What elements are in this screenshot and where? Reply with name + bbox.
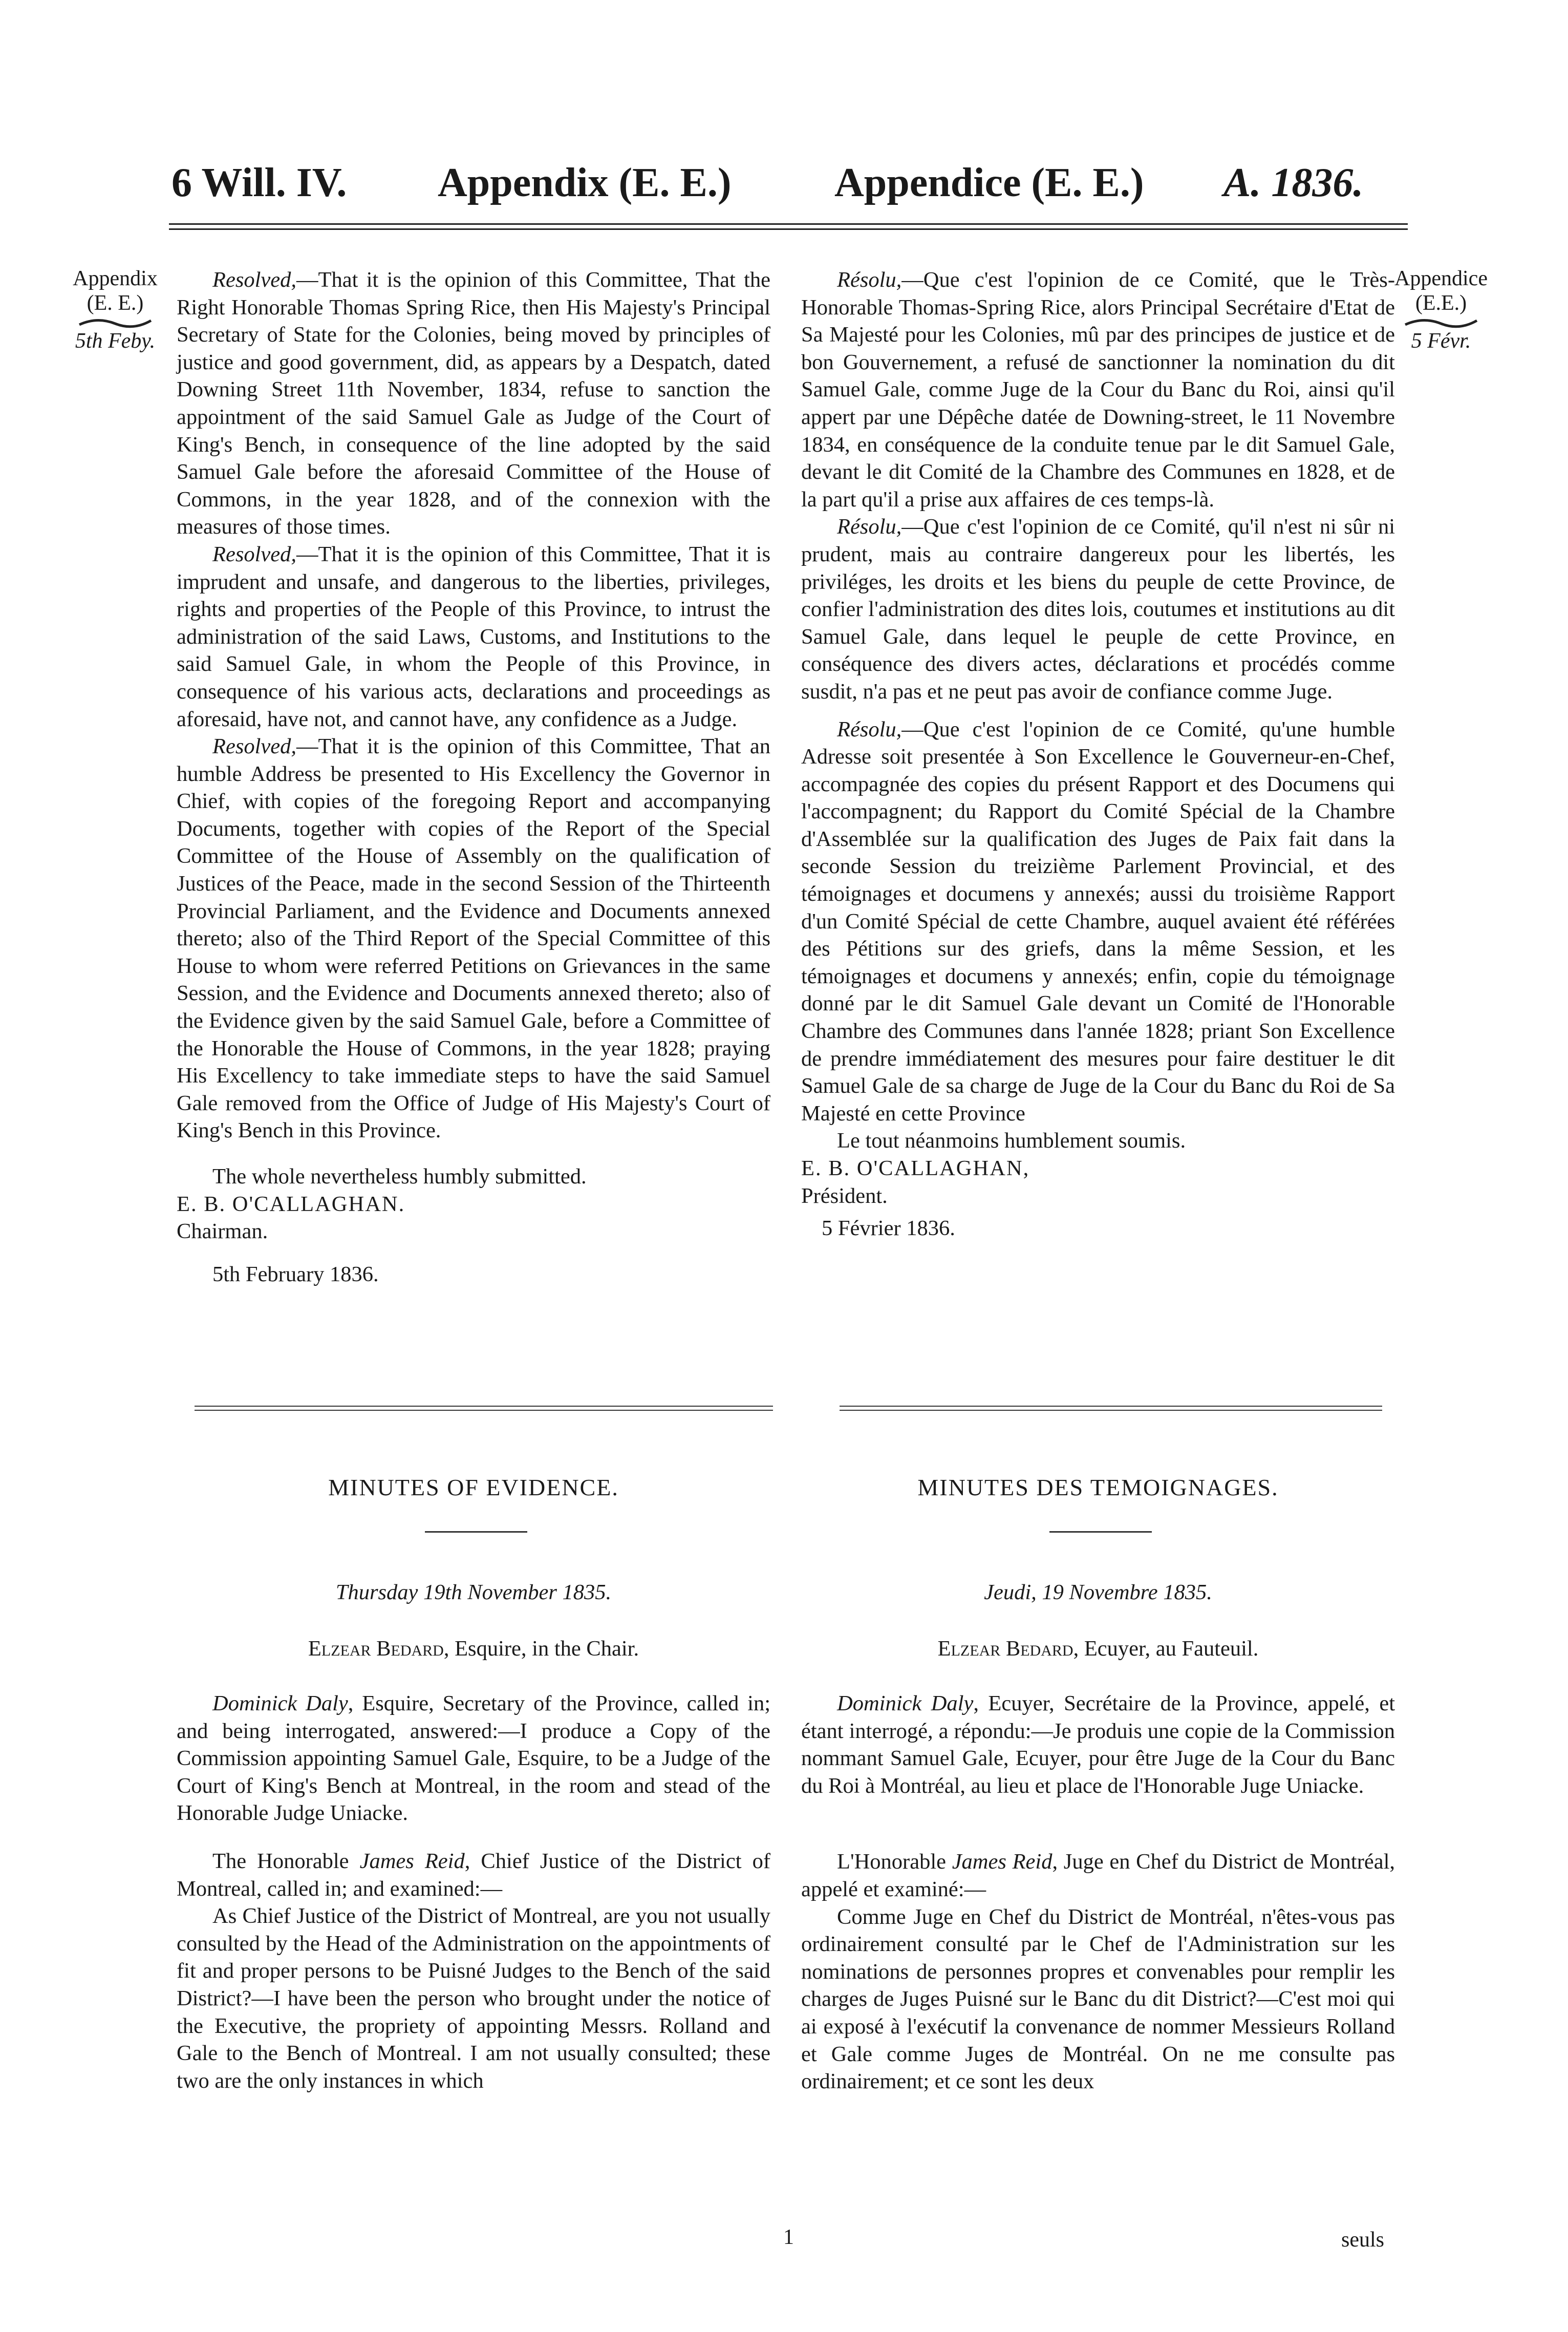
- english-evidence: [177, 1690, 770, 2094]
- submission-fr: Le tout néanmoins humblement soumis.: [837, 1129, 1186, 1153]
- header-appendix-en: Appendix (E. E.): [438, 160, 732, 205]
- section-divider-fr: [840, 1406, 1382, 1411]
- minutes-title-en: MINUTES OF EVIDENCE.: [328, 1474, 619, 1500]
- signer-name-fr: E. B. O'CALLAGHAN,: [801, 1156, 1030, 1180]
- margin-appendix-label: Appendix: [73, 267, 158, 290]
- margin-date: 5th Feby.: [75, 329, 156, 353]
- chair-line-fr: Elzear Bedard, Ecuyer, au Fauteuil.: [937, 1637, 1259, 1661]
- title-rule-en: [425, 1531, 527, 1533]
- reid-question-fr: Comme Juge en Chef du District de Montréal, n'êtes-vous pas ordinairement consulté par le Chef de l'Administration sur les nominations de personnes propres et convenables pour remplir les charges de Juges Puisné sur le Banc du dit District?—C'est moi qui ai exposé à l'exécutif la convenance de nommer Messieurs Rolland et Gale comme Juges de Montréal. On ne me consulte pas ordinairement; et ce sont les deux: [801, 1904, 1395, 2094]
- margin-appendix-code: (E. E.): [87, 291, 144, 315]
- resolution-3-en: Resolved,—That it is the opinion of this Committee, That an humble Address be presented to His Excellency the Governor in Chief, with copies of the foregoing Report and accompanying Documents, together with copies of the Report of the Special Committee of the House of Assembly on the qualification of Justices of the Peace, made in the second Session of the Thirteenth Provincial Parliament, and the Evidence and Documents annexed thereto; also of the Third Report of the Special Committee of this House to whom were referred Petitions on Grievances in the same Session, and the Evidence and Documents annexed thereto; also of the Evidence given by the said Samuel Gale, before a Committee of the Honorable the House of Commons, in the year 1828; praying His Excellency to take immediate steps to have the said Samuel Gale removed from the Office of Judge of His Majesty's Court of King's Bench in this Province.: [177, 734, 770, 1143]
- daly-testimony-fr: Dominick Daly, Ecuyer, Secrétaire de la Province, appelé, et étant interrogé, a répondu:—Je produis une copie de la Commission nommant Samuel Gale, Ecuyer, pour être Juge de la Cour du Banc du Roi à Montréal, au lieu et place de l'Honorable Juge Uniacke.: [801, 1691, 1395, 1798]
- sitting-date-fr: Jeudi, 19 Novembre 1835.: [984, 1580, 1212, 1604]
- minutes-title-fr: MINUTES DES TEMOIGNAGES.: [917, 1474, 1279, 1500]
- sitting-date-en: Thursday 19th November 1835.: [335, 1580, 612, 1604]
- header-rule: [169, 223, 1408, 230]
- section-divider-en: [195, 1406, 773, 1411]
- margin-date: 5 Févr.: [1411, 329, 1471, 353]
- reid-intro-en: The Honorable James Reid, Chief Justice of the District of Montreal, called in; and examined:—: [177, 1849, 770, 1901]
- header-year: A. 1836.: [1223, 160, 1364, 205]
- resolution-3-fr: Résolu,—Que c'est l'opinion de ce Comité, qu'une humble Adresse soit presentée à Son Excellence le Gouverneur-en-Chef, accompagnée des copies du présent Rapport et des Documens qui l'accompagnent; du Rapport du Comité Spécial de la Chambre d'Assemblée sur la qualification des Juges de Paix fait dans la seconde Session du treizième Parlement Provincial, et des témoignages et documens y annexés; aussi du troisième Rapport d'un Comité Spécial de cette Chambre, auquel avaient été référées des Pétitions sur des griefs, dans la même Session, et les témoignages et documens y annexés; enfin, copie du témoignage donné par le dit Samuel Gale devant un Comité de l'Honorable Chambre des Communes dans l'année 1828; priant Son Excellence de prendre immédiatement des mesures pour faire destituer le dit Samuel Gale de sa charge de Juge de la Cour du Banc du Roi de Sa Majesté en cette Province: [801, 717, 1395, 1126]
- margin-note-left: [51, 266, 179, 353]
- resolution-2-fr: Résolu,—Que c'est l'opinion de ce Comité, qu'il n'est ni sûr ni prudent, mais au contraire dangereux pour les libertés, les priviléges, les droits et les biens du peuple de cette Province, de confier l'administration des dites lois, coutumes et institutions au dit Samuel Gale, dans lequel le peuple de cette Province, en conséquence des divers actes, déclarations et procédés comme susdit, n'a pas et ne peut pas avoir de confiance comme Juge.: [801, 515, 1395, 704]
- catchword: seuls: [1341, 2228, 1384, 2252]
- submission-en: The whole nevertheless humbly submitted.: [212, 1164, 587, 1189]
- report-date-fr: 5 Février 1836.: [822, 1216, 955, 1241]
- resolution-1-en: Resolved,—That it is the opinion of this Committee, That the Right Honorable Thomas Spring Rice, then His Majesty's Principal Secretary of State for the Colonies, being moved by principles of justice and good government, did, as appears by a Despatch, dated Downing Street 11th November, 1834, refuse to sanction the appointment of the said Samuel Gale as Judge of the Court of King's Bench, in consequence of the line adopted by the said Samuel Gale before the aforesaid Committee of the House of Commons, in the year 1828, and of the connexion with the measures of those times.: [177, 268, 770, 539]
- swash-ornament-icon: [77, 315, 154, 329]
- french-resolutions: [801, 266, 1395, 1242]
- signature-mark: 1: [783, 2225, 794, 2249]
- signer-title-en: Chairman.: [177, 1219, 268, 1244]
- report-date-en: 5th February 1836.: [212, 1262, 379, 1286]
- margin-appendix-code: (E.E.): [1415, 291, 1467, 315]
- french-evidence: [801, 1690, 1395, 2095]
- chair-line-en: Elzear Bedard, Esquire, in the Chair.: [308, 1637, 639, 1661]
- resolution-2-en: Resolved,—That it is the opinion of this Committee, That it is imprudent and unsafe, and dangerous to the liberties, privileges, rights and properties of the People of this Province, to intrust the administration of the said Laws, Customs, and Institutions to the said Samuel Gale, in whom the People of this Province, in consequence of his various acts, declarations and proceedings as aforesaid, have not, and cannot have, any confidence as a Judge.: [177, 542, 770, 731]
- swash-ornament-icon: [1403, 315, 1479, 329]
- reid-question-en: As Chief Justice of the District of Montreal, are you not usually consulted by the Head of the Administration on the appointments of fit and proper persons to be Puisné Judges to the Bench of the said District?—I have been the person who brought under the notice of the Executive, the propriety of appointing Messrs. Rolland and Gale to the Bench of Montreal. I am not usually consulted; these two are the only instances in which: [177, 1904, 770, 2093]
- daly-testimony-en: Dominick Daly, Esquire, Secretary of the Province, called in; and being interrogated, answered:—I produce a Copy of the Commission appointing Samuel Gale, Esquire, to be a Judge of the Court of King's Bench at Montreal, in the room and stead of the Honorable Judge Uniacke.: [177, 1691, 771, 1826]
- title-rule-fr: [1049, 1531, 1152, 1533]
- reid-intro-fr: L'Honorable James Reid, Juge en Chef du District de Montréal, appelé et examiné:—: [801, 1850, 1395, 1901]
- header-regnal-year: 6 Will. IV.: [171, 160, 347, 205]
- english-resolutions: [177, 266, 770, 1288]
- signer-title-fr: Président.: [801, 1183, 888, 1208]
- resolution-1-fr: Résolu,—Que c'est l'opinion de ce Comité, que le Très-Honorable Thomas-Spring Rice, alors Principal Secrétaire d'Etat de Sa Majesté pour les Colonies, mû par des principes de justice et de bon Gouvernement, a refusé de sanctionner la nomination du dit Samuel Gale, comme Juge de la Cour du Banc du Roi, ainsi qu'il appert par une Dépêche datée de Downing-street, le 11 Novembre 1834, en conséquence de la conduite tenue par le dit Samuel Gale, devant le dit Comité de la Chambre des Communes en 1828, et de la part qu'il a prise aux affaires de ces temps-là.: [801, 268, 1395, 512]
- margin-appendix-label: Appendice: [1394, 267, 1488, 290]
- margin-note-right: [1377, 266, 1505, 353]
- header-appendix-fr: Appendice (E. E.): [834, 160, 1144, 205]
- signer-name-en: E. B. O'CALLAGHAN.: [177, 1192, 405, 1216]
